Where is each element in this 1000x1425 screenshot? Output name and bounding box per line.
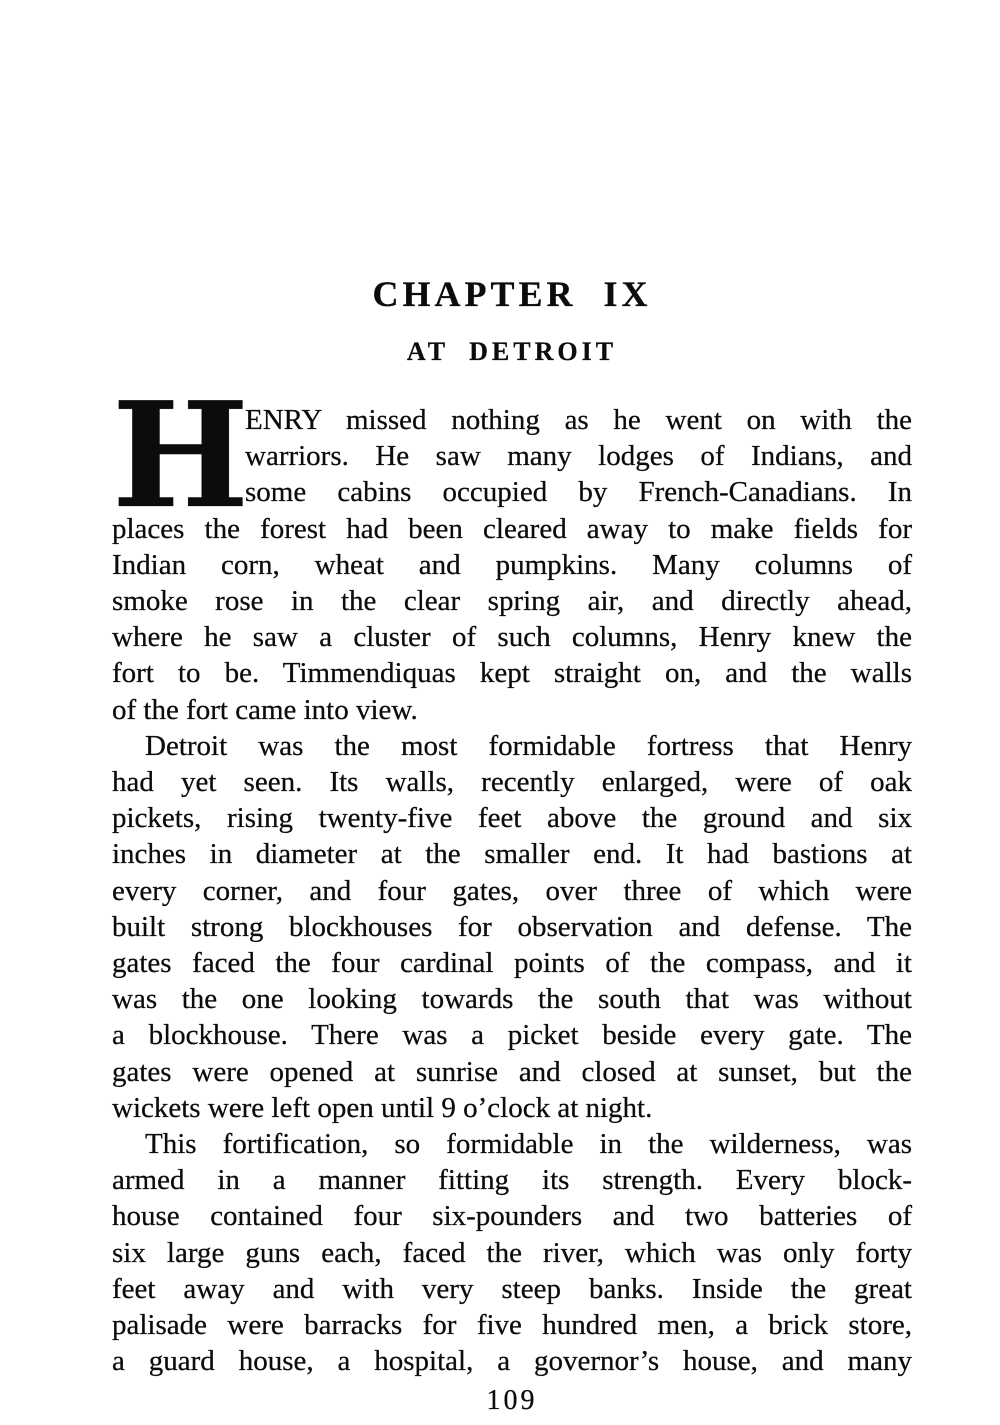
text-line: pickets, rising twenty-five feet above the ground and six xyxy=(112,802,912,835)
text-line: of the fort came into view. xyxy=(112,693,418,726)
text-line: palisade were barracks for five hundred men, a brick store, xyxy=(112,1309,912,1342)
text-line: wickets were left open until 9 o’clock at night. xyxy=(112,1091,653,1124)
paragraph xyxy=(112,728,912,1126)
page-number: 109 xyxy=(486,1385,538,1417)
text-line: feet away and with very steep banks. Inside the great xyxy=(112,1272,912,1305)
text-line: fort to be. Timmendiquas kept straight on, and the walls xyxy=(112,657,912,690)
drop-cap: H xyxy=(112,371,249,541)
text-line: every corner, and four gates, over three of which were xyxy=(112,874,912,907)
text-line: Indian corn, wheat and pumpkins. Many columns of xyxy=(112,548,912,581)
text-line: Detroit was the most formidable fortress that Henry xyxy=(145,729,912,762)
text-line: armed in a manner fitting its strength. Every block- xyxy=(112,1164,912,1197)
text-line: where he saw a cluster of such columns, Henry knew the xyxy=(112,621,912,654)
text-line: was the one looking towards the south that was without xyxy=(112,983,912,1016)
section-heading: AT DETROIT xyxy=(406,337,618,366)
text-line: smoke rose in the clear spring air, and directly ahead, xyxy=(112,585,912,618)
text-line: gates faced the four cardinal points of the compass, and it xyxy=(112,947,912,980)
text-line: built strong blockhouses for observation and defense. The xyxy=(112,910,912,943)
text-block xyxy=(112,0,912,1415)
text-line: ENRY missed nothing as he went on with the xyxy=(245,404,912,436)
text-line: house contained four six-pounders and two batteries of xyxy=(112,1200,912,1233)
text-line: had yet seen. Its walls, recently enlarged, were of oak xyxy=(112,766,912,799)
text-line: a blockhouse. There was a picket beside every gate. The xyxy=(112,1019,912,1052)
text-line: gates were opened at sunrise and closed at sunset, but the xyxy=(112,1055,912,1088)
text-line: six large guns each, faced the river, which was only forty xyxy=(112,1236,912,1269)
paragraph xyxy=(112,371,912,728)
text-line: a guard house, a hospital, a governor’s house, and many xyxy=(112,1345,912,1378)
text-line: This fortification, so formidable in the wilderness, was xyxy=(145,1128,912,1161)
text-line: warriors. He saw many lodges of Indians, and xyxy=(245,440,912,473)
paragraph xyxy=(112,1126,912,1379)
text-line: inches in diameter at the smaller end. It had bastions at xyxy=(112,838,912,871)
text-line: places the forest had been cleared away to make fields for xyxy=(112,512,912,545)
body-paragraphs xyxy=(112,371,912,1379)
chapter-heading: CHAPTER IX xyxy=(372,274,652,314)
text-line: some cabins occupied by French-Canadians. In xyxy=(245,476,912,509)
